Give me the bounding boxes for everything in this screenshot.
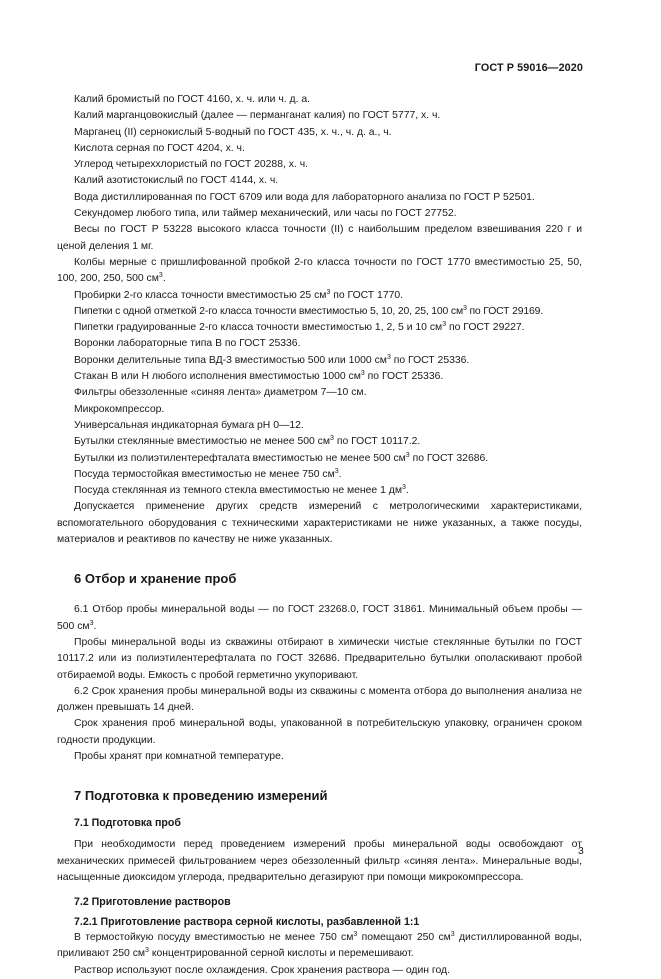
standard-code-header: ГОСТ Р 59016—2020 xyxy=(474,62,583,74)
equipment-item: Колбы мерные с пришлифованной пробкой 2-го класса точности по ГОСТ 1770 вместимостью 25, 50, 100, 200, 250, 500 $см^3$. xyxy=(57,256,582,285)
equipment-item: Секундомер любого типа, или таймер механический, или часы по ГОСТ 27752. xyxy=(74,208,457,220)
section-6-1-paragraph: 6.1 Отбор пробы минеральной воды — по ГОСТ 23268.0, ГОСТ 31861. Минимальный объем пробы — 500 $см^3$. xyxy=(57,604,582,632)
section-7-2-title: 7.2 Приготовление растворов xyxy=(74,896,231,909)
equipment-item: Пипетки с одной отметкой 2-го класса точности вместимостью 5, 10, 20, 25, 100 $см^3$ по ГОСТ 29169. xyxy=(74,304,543,317)
reagent-item: Углерод четыреххлористый по ГОСТ 20288, х. ч. xyxy=(74,159,309,171)
equipment-item: Пробирки 2-го класса точности вместимостью 25 $см^3$ по ГОСТ 1770. xyxy=(74,288,404,301)
page-number: 3 xyxy=(578,846,584,857)
reagent-item: Марганец (II) сернокислый 5-водный по ГОСТ 435, х. ч., ч. д. а., ч. xyxy=(74,126,392,138)
section-6-title: 6 Отбор и хранение проб xyxy=(74,571,237,587)
section-6-paragraph: Пробы хранят при комнатной температуре. xyxy=(74,750,284,762)
reagent-item: Калий марганцовокислый (далее — перманганат калия) по ГОСТ 5777, х. ч. xyxy=(74,110,441,122)
reagent-item: Калий бромистый по ГОСТ 4160, х. ч. или ч. д. а. xyxy=(74,94,311,105)
section-6-2-paragraph: 6.2 Срок хранения пробы минеральной воды из скважины с момента отбора до выполнения анализа не должен превышать 14 дней. xyxy=(57,685,582,714)
equipment-item: Весы по ГОСТ Р 53228 высокого класса точности (II) с наибольшим пределом взвешивания 220 г и ценой деления 1 мг. xyxy=(57,224,582,252)
reagent-item: Вода дистиллированная по ГОСТ 6709 или вода для лабораторного анализа по ГОСТ Р 52501. xyxy=(74,191,535,203)
section-7-1-paragraph: При необходимости перед проведением измерений пробы минеральной воды освобождают от механических примесей фильтрованием через обеззоленный фильтр «синяя лента». Минеральные воды, насыщенные диоксидом углерода, предварительно дегазируют при помощи микрокомпрессора. xyxy=(57,839,582,883)
section-7-title: 7 Подготовка к проведению измерений xyxy=(74,788,328,804)
equipment-item: Бутылки из полиэтилентерефталата вместимостью не менее 500 $см^3$ по ГОСТ 32686. xyxy=(74,451,489,464)
allowed-paragraph: Допускается применение других средств измерений с метрологическими характеристиками, вспомогательного оборудования с техническими характеристиками не ниже указанных, а также посуды, материалов и реактивов по качеству не ниже указанных. xyxy=(57,501,582,546)
equipment-item: Посуда термостойкая вместимостью не менее 750 $см^3$. xyxy=(74,467,342,480)
equipment-item: Посуда стеклянная из темного стекла вместимостью не менее 1 $дм^3$. xyxy=(74,484,409,497)
equipment-item: Фильтры обеззоленные «синяя лента» диаметром 7—10 см. xyxy=(74,387,367,399)
section-7-1-title: 7.1 Подготовка проб xyxy=(74,817,181,830)
equipment-item: Микрокомпрессор. xyxy=(74,403,165,415)
document-body xyxy=(57,92,582,979)
equipment-item: Пипетки градуированные 2-го класса точности вместимостью 1, 2, 5 и 10 $см^3$ по ГОСТ 29227. xyxy=(74,321,525,334)
reagent-item: Кислота серная по ГОСТ 4204, х. ч. xyxy=(74,142,245,154)
equipment-item: Воронки лабораторные типа В по ГОСТ 25336. xyxy=(74,338,301,350)
equipment-item: Универсальная индикаторная бумага pH 0—12. xyxy=(74,419,304,431)
equipment-item: Бутылки стеклянные вместимостью не менее 500 $см^3$ по ГОСТ 10117.2. xyxy=(74,435,421,448)
reagent-item: Калий азотистокислый по ГОСТ 4144, х. ч. xyxy=(74,175,279,187)
section-7-2-1-paragraph-2: Раствор используют после охлаждения. Срок хранения раствора — один год. xyxy=(74,964,450,976)
section-6-paragraph: Пробы минеральной воды из скважины отбирают в химически чистые стеклянные бутылки по ГОСТ 10117.2 или из полиэтилентерефталата по ГОСТ 32686. Предварительно бутылки ополаскивают пробой отбираемой воды. Емкость с пробой герметично укупоривают. xyxy=(57,636,582,681)
section-6-paragraph: Срок хранения проб минеральной воды, упакованной в потребительскую упаковку, ограничен сроком годности продукции. xyxy=(57,718,582,746)
equipment-item: Стакан В или Н любого исполнения вместимостью 1000 $см^3$ по ГОСТ 25336. xyxy=(74,370,444,383)
equipment-item: Воронки делительные типа ВД-3 вместимостью 500 или 1000 $см^3$ по ГОСТ 25336. xyxy=(74,353,470,366)
section-7-2-1-title: 7.2.1 Приготовление раствора серной кислоты, разбавленной 1:1 xyxy=(74,916,420,929)
section-7-2-1-paragraph: В термостойкую посуду вместимостью не менее 750 $см^3$ помещают 250 $см^3$ дистиллированной воды, приливают 250 $см^3$ концентрированной серной кислоты и перемешивают. xyxy=(57,931,582,960)
